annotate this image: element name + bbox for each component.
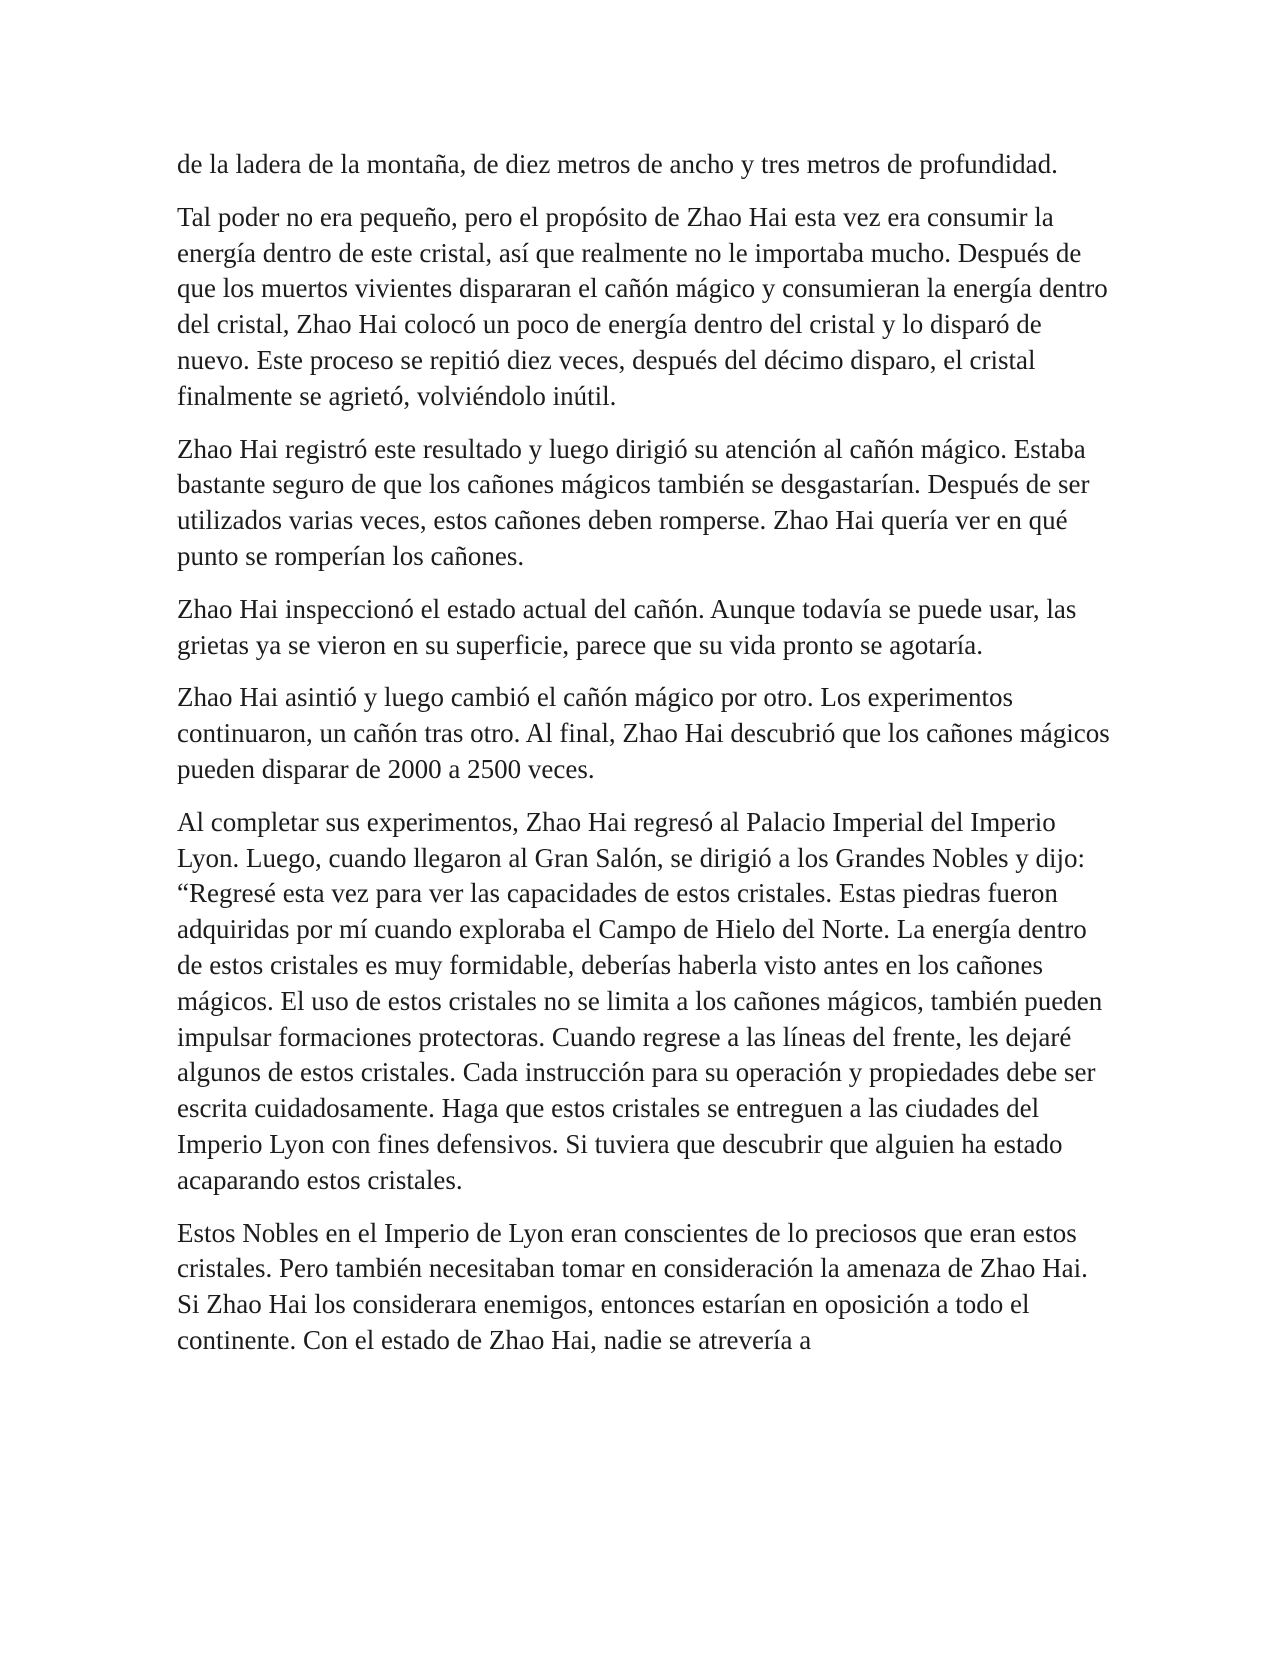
text-column <box>177 147 1117 1376</box>
paragraph: Zhao Hai asintió y luego cambió el cañón mágico por otro. Los experimentos continuaron, un cañón tras otro. Al final, Zhao Hai descubrió que los cañones mágicos pueden disparar de 2000 a 2500 veces. <box>177 682 1110 784</box>
paragraph: Zhao Hai inspeccionó el estado actual del cañón. Aunque todavía se puede usar, las grietas ya se vieron en su superficie, parece que su vida pronto se agotaría. <box>177 593 1077 660</box>
paragraph: Estos Nobles en el Imperio de Lyon eran conscientes de lo preciosos que eran estos cristales. Pero también necesitaban tomar en consideración la amenaza de Zhao Hai. Si Zhao Hai los considerara enemigos, entonces estarían en oposición a todo el continente. Con el estado de Zhao Hai, nadie se atrevería a <box>177 1217 1088 1355</box>
paragraph: Al completar sus experimentos, Zhao Hai regresó al Palacio Imperial del Imperio Lyon. Luego, cuando llegaron al Gran Salón, se dirigió a los Grandes Nobles y dijo: “Regresé esta vez para ver las capacidades de estos cristales. Estas piedras fueron adquiridas por mí cuando exploraba el Campo de Hielo del Norte. La energía dentro de estos cristales es muy formidable, deberías haberla visto antes en los cañones mágicos. El uso de estos cristales no se limita a los cañones mágicos, también pueden impulsar formaciones protectoras. Cuando regrese a las líneas del frente, les dejaré algunos de estos cristales. Cada instrucción para su operación y propiedades debe ser escrita cuidadosamente. Haga que estos cristales se entreguen a las ciudades del Imperio Lyon con fines defensivos. Si tuviera que descubrir que alguien ha estado acaparando estos cristales. <box>177 806 1103 1195</box>
paragraph: Zhao Hai registró este resultado y luego dirigió su atención al cañón mágico. Estaba bastante seguro de que los cañones mágicos también se desgastarían. Después de ser utilizados varias veces, estos cañones deben romperse. Zhao Hai quería ver en qué punto se romperían los cañones. <box>177 433 1090 571</box>
paragraph: de la ladera de la montaña, de diez metros de ancho y tres metros de profundidad. <box>177 149 1058 179</box>
paragraph: Tal poder no era pequeño, pero el propósito de Zhao Hai esta vez era consumir la energía dentro de este cristal, así que realmente no le importaba mucho. Después de que los muertos vivientes dispararan el cañón mágico y consumieran la energía dentro del cristal, Zhao Hai colocó un poco de energía dentro del cristal y lo disparó de nuevo. Este proceso se repitió diez veces, después del décimo disparo, el cristal finalmente se agrietó, volviéndolo inútil. <box>177 201 1108 411</box>
